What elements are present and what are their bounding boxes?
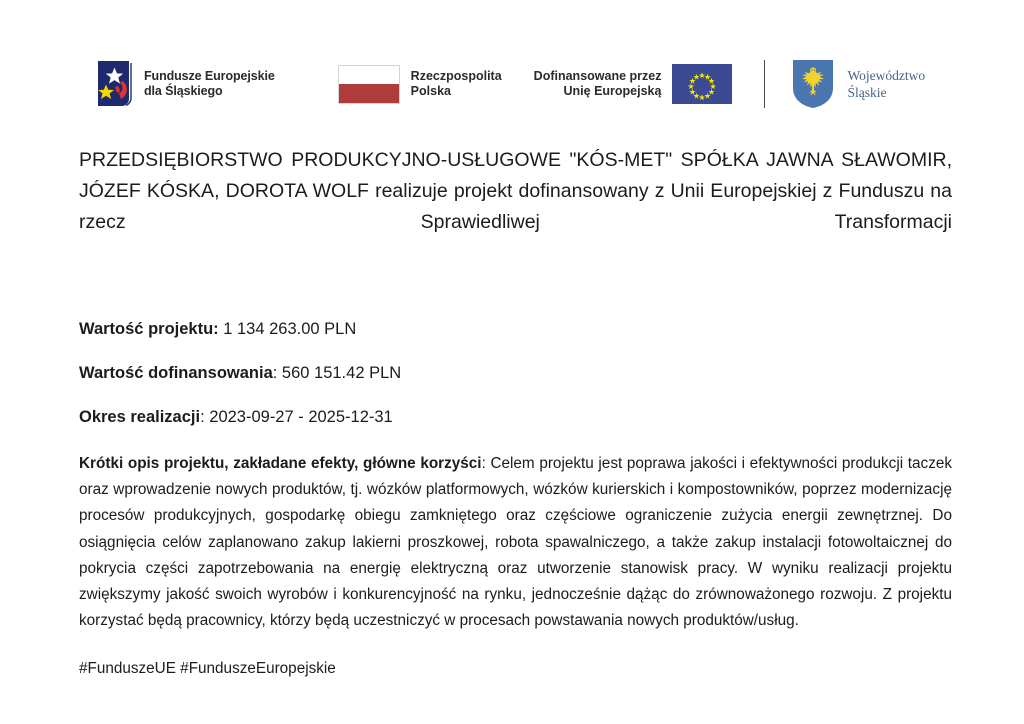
silesian-voivodeship-coat-of-arms-icon	[791, 58, 835, 110]
poland-line-1: Rzeczpospolita	[410, 68, 502, 83]
eu-funds-silesia-logo-icon	[95, 59, 135, 109]
hashtags: #FunduszeUE #FunduszeEuropejskie	[79, 660, 336, 678]
financial-label: Wartość dofinansowania	[79, 364, 273, 382]
financial-value: : 2023-09-27 - 2025-12-31	[200, 408, 393, 426]
silesia-line-1: Województwo	[847, 68, 926, 83]
page-title: PRZEDSIĘBIORSTWO PRODUKCYJNO-USŁUGOWE "KÓS-MET" SPÓŁKA JAWNA SŁAWOMIR, JÓZEF KÓSKA, DOROTA WOLF realizuje projekt dofinansowany z Unii Europejskiej z Funduszu na rzecz Sprawiedliwej Transformacji	[79, 149, 952, 233]
logo-eu-label	[534, 69, 662, 100]
logo-european-union	[534, 56, 733, 112]
funding-logo-bar	[0, 46, 1024, 122]
project-description-label: Krótki opis projektu, zakładane efekty, główne korzyści	[79, 455, 482, 472]
logo-bar-divider	[764, 60, 765, 108]
poland-flag-icon	[338, 65, 400, 104]
financial-label: Wartość projektu:	[79, 320, 219, 338]
logo-eu-funds-silesia-label	[144, 69, 275, 100]
financial-row-project-value	[79, 319, 952, 340]
logo-eu-funds-silesia	[95, 56, 275, 112]
poland-line-2: Polska	[410, 84, 451, 98]
silesia-line-2: Śląskie	[847, 85, 887, 100]
financial-row-co-financing-value	[79, 363, 952, 384]
logo-silesian-voivodeship	[791, 56, 925, 112]
project-description-body: : Celem projektu jest poprawa jakości i efektywności produkcji taczek oraz wprowadzenie nowych produktów, tj. wózków platformowych, wózków kurierskich i kompostowników, poprzez modernizację procesów produkcyjnych, gospodarkę obiegu zamkniętego oraz częściowe ograniczenie zużycia energii zewnętrznej. Do osiągnięcia celów zaplanowano zakup lakierni proszkowej, robota spawalniczego, a także zakup instalacji fotowoltaicznej do pokrycia części zapotrzebowania na energię elektryczną oraz utworzenie stanowisk pracy. W wyniku realizacji projektu zwiększymy jakość swoich wyrobów i konkurencyjność na rynku, jednocześnie dążąc do zrównoważonego rozwoju. Z projektu korzystać będą pracownicy, którzy będą uczestniczyć w procesach powstawania nowych produktów/usług.	[79, 455, 952, 630]
financial-label: Okres realizacji	[79, 408, 201, 426]
project-description	[79, 451, 952, 634]
financial-value: : 560 151.42 PLN	[272, 364, 402, 382]
eu-line-2: Unię Europejską	[563, 84, 662, 98]
document-body	[79, 145, 952, 698]
logo-silesia-label	[847, 67, 925, 101]
eu-funds-line-2: dla Śląskiego	[144, 84, 223, 98]
eu-line-1: Dofinansowane przez	[533, 68, 662, 83]
logo-republic-of-poland	[338, 56, 502, 112]
european-union-flag-icon	[672, 64, 732, 104]
project-financials	[79, 319, 952, 428]
eu-funds-line-1: Fundusze Europejskie	[144, 68, 275, 83]
logo-poland-label	[411, 69, 502, 100]
financial-row-implementation-period	[79, 407, 952, 428]
poland-flag-red-stripe	[339, 84, 399, 103]
financial-value: 1 134 263.00 PLN	[218, 320, 357, 338]
